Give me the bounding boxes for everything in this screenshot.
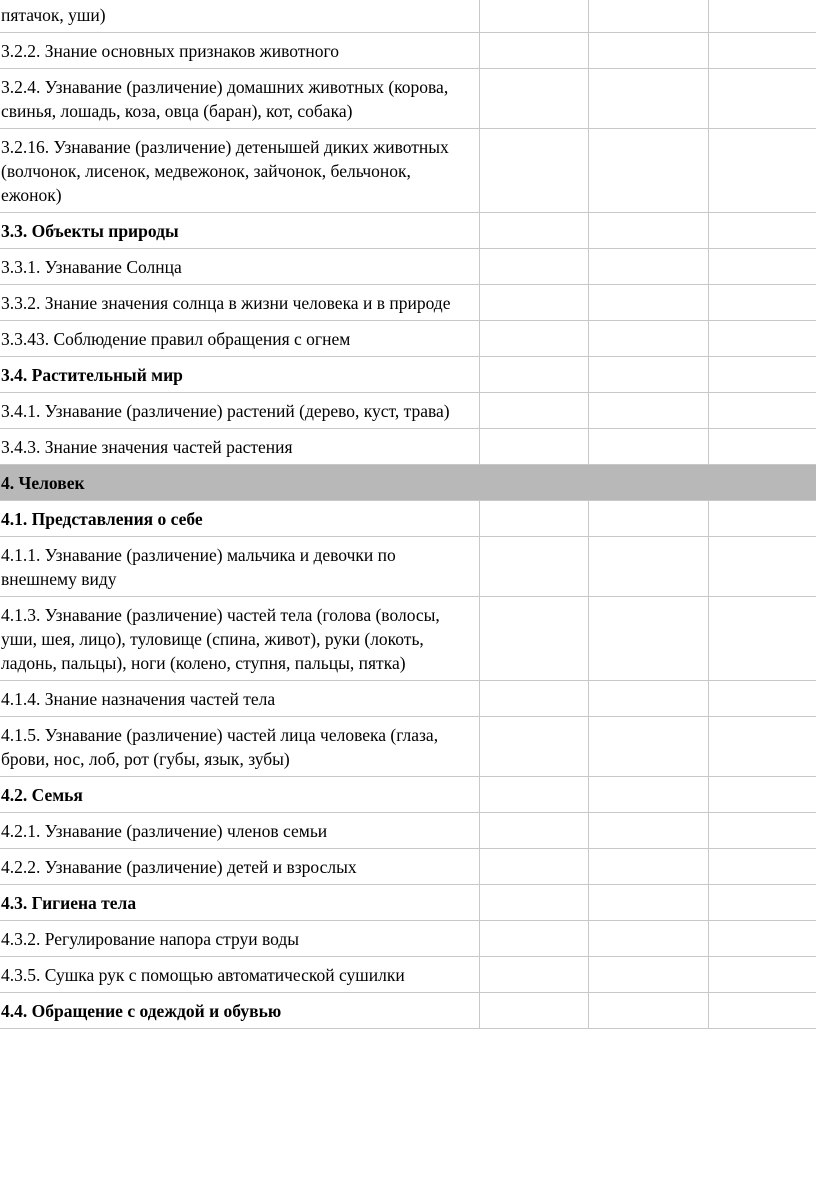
assessment-cell-1 — [480, 885, 589, 921]
assessment-cell-2 — [589, 777, 709, 813]
assessment-cell-3 — [709, 129, 816, 213]
assessment-cell-3 — [709, 681, 816, 717]
assessment-cell-1 — [480, 285, 589, 321]
skill-description: 3.2.4. Узнавание (различение) домашних животных (корова, свинья, лошадь, коза, овца (баран), кот, собака) — [0, 69, 480, 129]
assessment-cell-1 — [480, 321, 589, 357]
table-row — [0, 0, 816, 33]
assessment-cell-2 — [589, 69, 709, 129]
assessment-cell-1 — [480, 501, 589, 537]
assessment-cell-3 — [709, 885, 816, 921]
assessment-cell-1 — [480, 993, 589, 1029]
assessment-cell-1 — [480, 717, 589, 777]
section-title: 3.4. Растительный мир — [0, 357, 480, 393]
skill-description: 4.1.4. Знание назначения частей тела — [0, 681, 480, 717]
assessment-cell-3 — [709, 213, 816, 249]
assessment-cell-2 — [589, 921, 709, 957]
assessment-cell-3 — [709, 69, 816, 129]
assessment-cell-3 — [709, 849, 816, 885]
table-row — [0, 597, 816, 681]
assessment-cell-2 — [589, 681, 709, 717]
assessment-cell-1 — [480, 537, 589, 597]
assessment-cell-3 — [709, 33, 816, 69]
assessment-cell-3 — [709, 537, 816, 597]
skill-description: 4.1.1. Узнавание (различение) мальчика и девочки по внешнему виду — [0, 537, 480, 597]
chapter-row — [0, 465, 816, 501]
section-row — [0, 213, 816, 249]
assessment-cell-1 — [480, 597, 589, 681]
assessment-cell-1 — [480, 33, 589, 69]
skill-description: 4.1.3. Узнавание (различение) частей тела (голова (волосы, уши, шея, лицо), туловище (спина, живот), руки (локоть, ладонь, пальцы), ноги (колено, ступня, пальцы, пятка) — [0, 597, 480, 681]
section-title: 4.2. Семья — [0, 777, 480, 813]
assessment-cell-2 — [589, 0, 709, 33]
assessment-cell-3 — [709, 957, 816, 993]
skill-description: 3.4.1. Узнавание (различение) растений (дерево, куст, трава) — [0, 393, 480, 429]
section-row — [0, 993, 816, 1029]
skill-description: 4.2.1. Узнавание (различение) членов семьи — [0, 813, 480, 849]
assessment-cell-2 — [589, 357, 709, 393]
table-row — [0, 285, 816, 321]
skill-description: 4.3.5. Сушка рук с помощью автоматической сушилки — [0, 957, 480, 993]
skill-description: 3.2.2. Знание основных признаков животного — [0, 33, 480, 69]
assessment-cell-3 — [709, 777, 816, 813]
assessment-cell-3 — [709, 0, 816, 33]
assessment-cell-3 — [709, 429, 816, 465]
chapter-title: 4. Человек — [0, 465, 816, 501]
assessment-cell-3 — [709, 717, 816, 777]
assessment-cell-2 — [589, 885, 709, 921]
section-title: 4.3. Гигиена тела — [0, 885, 480, 921]
assessment-cell-1 — [480, 921, 589, 957]
skill-description: 4.1.5. Узнавание (различение) частей лица человека (глаза, брови, нос, лоб, рот (губы, язык, зубы) — [0, 717, 480, 777]
assessment-cell-1 — [480, 393, 589, 429]
table-row — [0, 717, 816, 777]
assessment-cell-3 — [709, 921, 816, 957]
assessment-cell-2 — [589, 393, 709, 429]
assessment-cell-2 — [589, 993, 709, 1029]
table-row — [0, 813, 816, 849]
assessment-cell-3 — [709, 993, 816, 1029]
table-row — [0, 537, 816, 597]
table-row — [0, 33, 816, 69]
skill-description: 3.3.1. Узнавание Солнца — [0, 249, 480, 285]
assessment-cell-1 — [480, 429, 589, 465]
assessment-cell-1 — [480, 777, 589, 813]
assessment-cell-2 — [589, 213, 709, 249]
skill-description: 4.3.2. Регулирование напора струи воды — [0, 921, 480, 957]
table-row — [0, 129, 816, 213]
assessment-cell-2 — [589, 249, 709, 285]
skill-description: пятачок, уши) — [0, 0, 480, 33]
assessment-cell-1 — [480, 249, 589, 285]
assessment-cell-1 — [480, 357, 589, 393]
assessment-cell-2 — [589, 537, 709, 597]
assessment-cell-2 — [589, 597, 709, 681]
assessment-cell-1 — [480, 681, 589, 717]
assessment-cell-3 — [709, 321, 816, 357]
assessment-cell-3 — [709, 249, 816, 285]
table-row — [0, 849, 816, 885]
assessment-cell-1 — [480, 213, 589, 249]
table-row — [0, 957, 816, 993]
assessment-cell-2 — [589, 849, 709, 885]
assessment-cell-2 — [589, 813, 709, 849]
section-row — [0, 501, 816, 537]
assessment-cell-1 — [480, 849, 589, 885]
table-row — [0, 429, 816, 465]
table-row — [0, 249, 816, 285]
table-row — [0, 393, 816, 429]
section-row — [0, 777, 816, 813]
assessment-cell-2 — [589, 321, 709, 357]
assessment-cell-2 — [589, 129, 709, 213]
skill-description: 3.3.43. Соблюдение правил обращения с огнем — [0, 321, 480, 357]
assessment-cell-1 — [480, 129, 589, 213]
table-row — [0, 69, 816, 129]
assessment-cell-1 — [480, 957, 589, 993]
assessment-cell-3 — [709, 285, 816, 321]
assessment-cell-3 — [709, 813, 816, 849]
assessment-cell-1 — [480, 0, 589, 33]
assessment-cell-3 — [709, 393, 816, 429]
assessment-cell-3 — [709, 501, 816, 537]
section-row — [0, 885, 816, 921]
assessment-cell-2 — [589, 285, 709, 321]
table-row — [0, 321, 816, 357]
assessment-cell-1 — [480, 813, 589, 849]
assessment-cell-3 — [709, 357, 816, 393]
skill-description: 3.2.16. Узнавание (различение) детенышей диких животных (волчонок, лисенок, медвежонок, зайчонок, бельчонок, ежонок) — [0, 129, 480, 213]
assessment-cell-1 — [480, 69, 589, 129]
assessment-cell-2 — [589, 717, 709, 777]
assessment-cell-3 — [709, 597, 816, 681]
table-row — [0, 921, 816, 957]
section-row — [0, 357, 816, 393]
skill-description: 3.3.2. Знание значения солнца в жизни человека и в природе — [0, 285, 480, 321]
section-title: 4.1. Представления о себе — [0, 501, 480, 537]
section-title: 4.4. Обращение с одеждой и обувью — [0, 993, 480, 1029]
assessment-cell-2 — [589, 957, 709, 993]
assessment-cell-2 — [589, 501, 709, 537]
skill-description: 3.4.3. Знание значения частей растения — [0, 429, 480, 465]
assessment-cell-2 — [589, 33, 709, 69]
section-title: 3.3. Объекты природы — [0, 213, 480, 249]
assessment-cell-2 — [589, 429, 709, 465]
skill-description: 4.2.2. Узнавание (различение) детей и взрослых — [0, 849, 480, 885]
table-row — [0, 681, 816, 717]
